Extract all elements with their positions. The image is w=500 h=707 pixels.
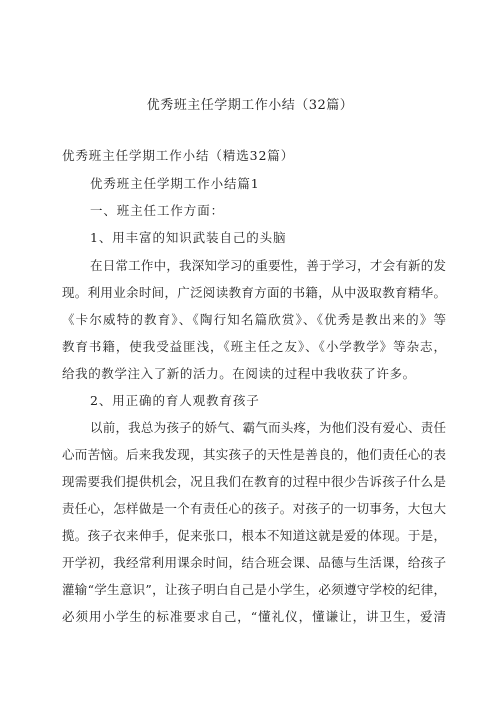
paragraph-line: 现需要我们提供机会，况且我们在教育的过程中很少告诉孩子什么是	[62, 474, 446, 489]
paragraph-line: 《卡尔威特的教育》、《陶行知名篇欣赏》、《优秀是教出来的》等	[62, 312, 446, 327]
paragraph-line: 揽。孩子衣来伸手，促来张口，根本不知道这就是爱的体现。于是，	[62, 528, 446, 543]
paragraph-line: 责任心，怎样做是一个有责任心的孩子。对孩子的一切事务，大包大	[62, 501, 446, 516]
document-subtitle: 优秀班主任学期工作小结（精选32篇）	[62, 148, 295, 163]
part-one-heading: 一、班主任工作方面：	[90, 203, 225, 218]
paragraph-line: 开学初，我经常利用课余时间，结合班会课、品德与生活课，给孩子	[62, 555, 446, 570]
paragraph-line: 心而苦恼。后来我发现，其实孩子的天性是善良的，他们责任心的表	[62, 447, 446, 462]
paragraph-line: 必须用小学生的标准要求自己，“懂礼仪，懂谦让，讲卫生，爱清	[62, 609, 446, 624]
paragraph-line: 灌输“学生意识”，让孩子明白自己是小学生，必须遵守学校的纪律，	[62, 582, 446, 597]
point-two-heading: 2、用正确的育人观教育孩子	[90, 393, 260, 408]
point-one-heading: 1、用丰富的知识武装自己的头脑	[90, 230, 287, 245]
paragraph-line: 教育书籍，使我受益匪浅，《班主任之友》、《小学教学》等杂志，	[62, 339, 446, 354]
paragraph-line: 以前，我总为孩子的娇气、霸气而头疼，为他们没有爱心、责任	[90, 420, 446, 435]
document-title: 优秀班主任学期工作小结（32篇）	[146, 98, 354, 113]
paragraph-line: 给我的教学注入了新的活力。在阅读的过程中我收获了许多。	[62, 366, 416, 381]
section-heading: 优秀班主任学期工作小结篇1	[90, 176, 260, 191]
paragraph-line: 在日常工作中，我深知学习的重要性，善于学习，才会有新的发	[90, 258, 446, 273]
paragraph-line: 现。利用业余时间，广泛阅读教育方面的书籍，从中汲取教育精华。	[62, 285, 446, 300]
